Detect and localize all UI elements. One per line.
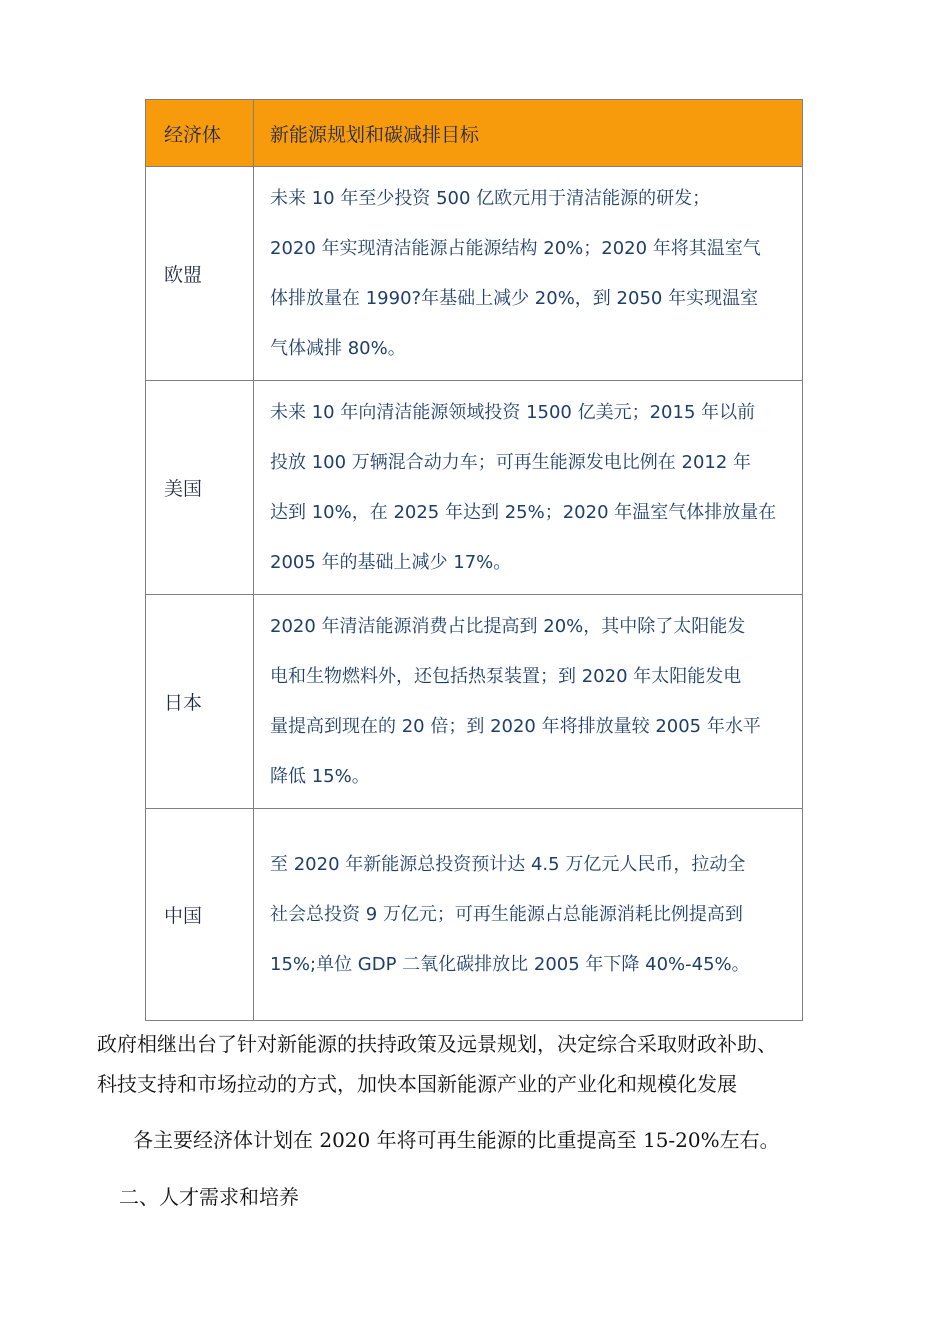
- table-row: [146, 595, 803, 809]
- table-row: [146, 809, 803, 1021]
- target-line: 达到 10%，在 2025 年达到 25%；2020 年温室气体排放量在: [270, 501, 777, 523]
- targets-cell: [254, 381, 803, 595]
- target-line: 2020 年清洁能源消费占比提高到 20%，其中除了太阳能发: [270, 615, 746, 637]
- targets-cell: [254, 595, 803, 809]
- target-line: 2005 年的基础上减少 17%。: [270, 551, 512, 573]
- target-line: 降低 15%。: [270, 765, 370, 787]
- target-line: 体排放量在 1990?年基础上减少 20%，到 2050 年实现温室: [270, 287, 759, 309]
- header-targets: 新能源规划和碳减排目标: [254, 100, 803, 167]
- region-cell: 美国: [146, 381, 254, 595]
- body-paragraph-line: 政府相继出台了针对新能源的扶持政策及远景规划，决定综合采取财政补助、: [97, 1032, 777, 1056]
- region-cell: 欧盟: [146, 167, 254, 381]
- targets-cell: [254, 809, 803, 1021]
- target-line: 电和生物燃料外，还包括热泵装置；到 2020 年太阳能发电: [270, 665, 742, 687]
- body-paragraph: 各主要经济体计划在 2020 年将可再生能源的比重提高至 15-20%左右。: [133, 1128, 780, 1152]
- target-line: 未来 10 年向清洁能源领域投资 1500 亿美元；2015 年以前: [270, 401, 756, 423]
- energy-targets-table: [145, 99, 803, 1021]
- target-line: 量提高到现在的 20 倍；到 2020 年将排放量较 2005 年水平: [270, 715, 761, 737]
- target-line: 未来 10 年至少投资 500 亿欧元用于清洁能源的研发；: [270, 187, 711, 209]
- region-cell: 中国: [146, 809, 254, 1021]
- section-heading: 二、人才需求和培养: [119, 1185, 299, 1209]
- target-line: 气体减排 80%。: [270, 337, 406, 359]
- target-line: 15%;单位 GDP 二氧化碳排放比 2005 年下降 40%-45%。: [270, 953, 750, 975]
- body-paragraph-line: 科技支持和市场拉动的方式，加快本国新能源产业的产业化和规模化发展: [97, 1072, 737, 1096]
- region-cell: 日本: [146, 595, 254, 809]
- target-line: 社会总投资 9 万亿元；可再生能源占总能源消耗比例提高到: [270, 903, 743, 925]
- target-line: 至 2020 年新能源总投资预计达 4.5 万亿元人民币，拉动全: [270, 853, 746, 875]
- table-row: [146, 381, 803, 595]
- table-header-row: [146, 100, 803, 167]
- header-economy: 经济体: [146, 100, 254, 167]
- target-line: 2020 年实现清洁能源占能源结构 20%；2020 年将其温室气: [270, 237, 761, 259]
- targets-cell: [254, 167, 803, 381]
- target-line: 投放 100 万辆混合动力车；可再生能源发电比例在 2012 年: [270, 451, 752, 473]
- table-row: [146, 167, 803, 381]
